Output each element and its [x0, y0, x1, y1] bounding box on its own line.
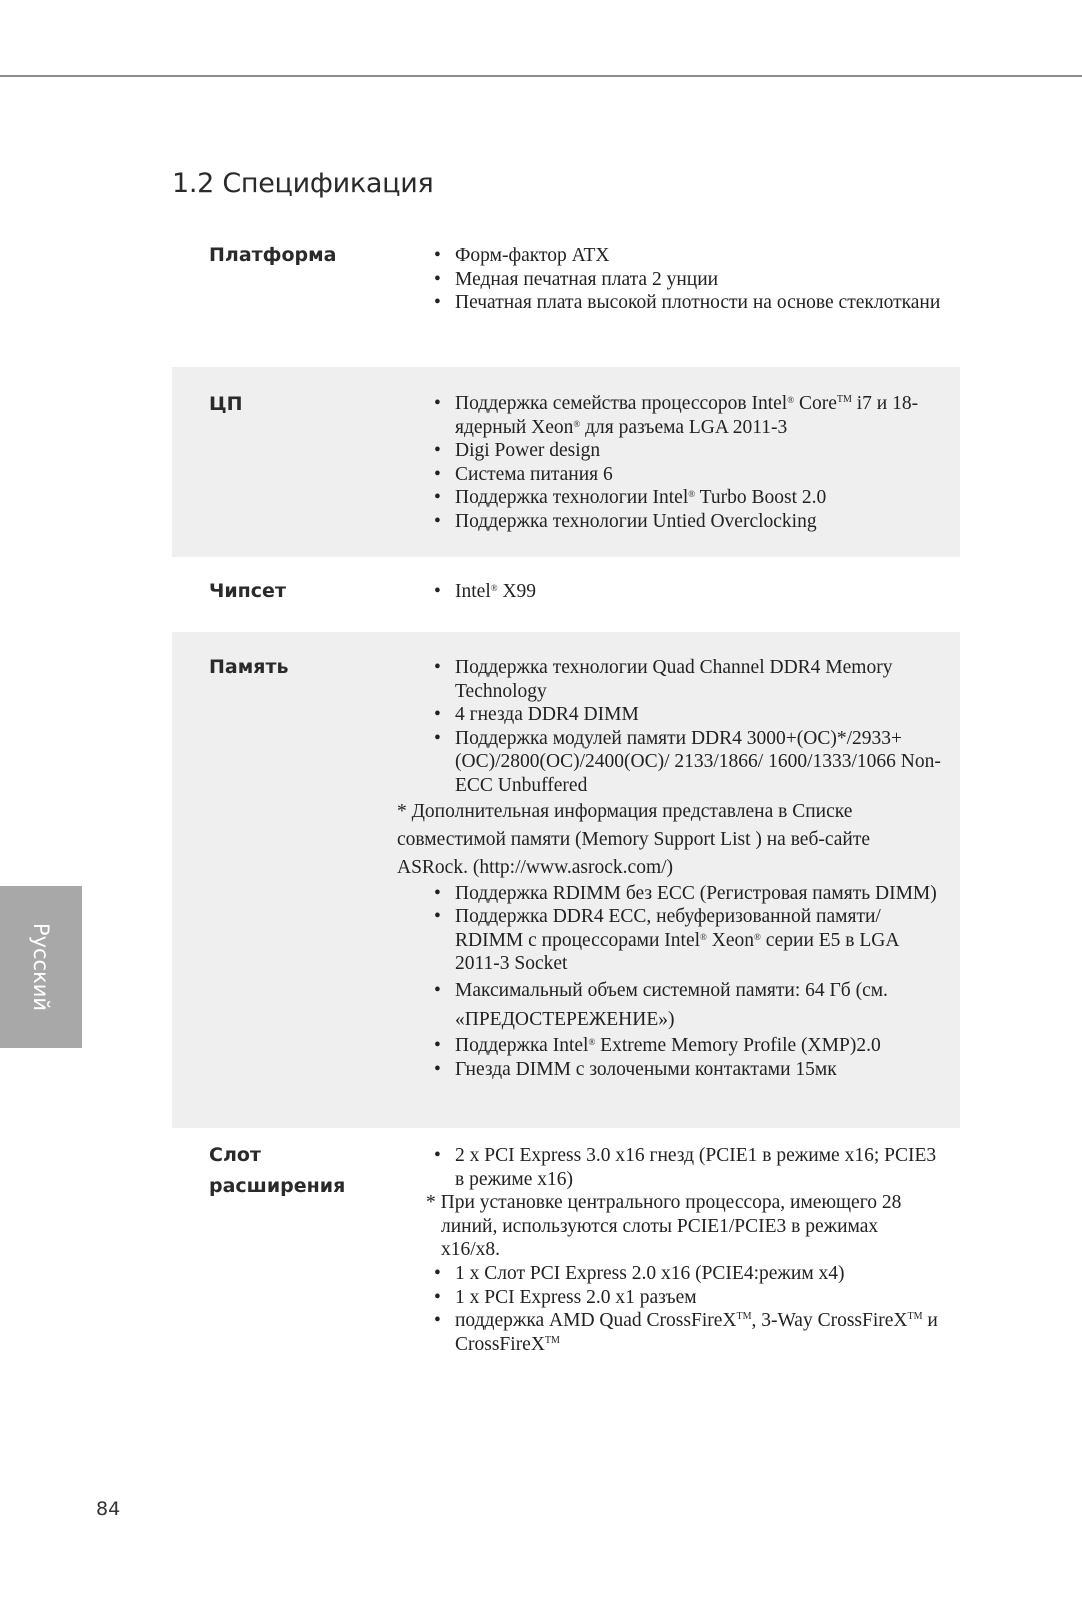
- list-item: • Поддержка технологии Untied Overclocking: [426, 510, 946, 534]
- list-item: • Поддержка семейства процессоров Intel® Core™ i7 и 18-ядерный Xeon® для разъема LGA 2011-3: [426, 392, 946, 439]
- language-tab: [0, 886, 82, 1048]
- list-item: • Digi Power design: [426, 439, 946, 463]
- list-item: • Форм-фактор ATX: [426, 244, 946, 268]
- spec-label-memory: Память: [209, 656, 289, 678]
- spec-list-memory: [397, 656, 946, 1081]
- list-item: • Печатная плата высокой плотности на основе стеклоткани: [426, 291, 946, 315]
- list-item: • Поддержка технологии Quad Channel DDR4 Memory Technology: [426, 656, 946, 703]
- spec-list-chipset: [426, 580, 946, 604]
- list-item: • Система питания 6: [426, 463, 946, 487]
- page-number: 84: [96, 1498, 121, 1520]
- spec-row-cpu: [172, 367, 960, 557]
- memory-note: * Дополнительная информация представлена в Списке совместимой памяти (Memory Support List ) на веб-сайте ASRock. (http://www.asrock.com/): [397, 800, 871, 878]
- expansion-note: * При установке центрального процессора, имеющего 28 линий, используются слоты PCIE1/PCIE3 в режимах x16/x8.: [426, 1192, 902, 1261]
- spec-label-platform: Платформа: [209, 244, 337, 266]
- spec-row-memory: [172, 632, 960, 1128]
- spec-row-expansion: [172, 1140, 960, 1380]
- spec-label-expansion: Слот расширения: [209, 1144, 346, 1197]
- spec-list-expansion: [426, 1144, 946, 1356]
- spec-label-chipset: Чипсет: [209, 580, 286, 602]
- spec-list-platform: [426, 244, 946, 315]
- list-item: • Медная печатная плата 2 унции: [426, 268, 946, 292]
- list-item: • Поддержка технологии Intel® Turbo Boost 2.0: [426, 486, 946, 510]
- list-item: • Intel® X99: [426, 580, 946, 604]
- spec-list-cpu: [426, 392, 946, 534]
- list-item: • 1 x Слот PCI Express 2.0 x16 (PCIE4:режим x4): [426, 1262, 946, 1286]
- list-item: • 4 гнезда DDR4 DIMM: [426, 703, 946, 727]
- list-item: • Поддержка RDIMM без ECC (Регистровая память DIMM): [426, 882, 946, 906]
- list-item: • поддержка AMD Quad CrossFireX™, 3-Way CrossFireX™ и CrossFireX™: [426, 1309, 946, 1356]
- page-title: 1.2 Спецификация: [172, 168, 434, 199]
- list-item: • Поддержка DDR4 ECC, небуферизованной памяти/ RDIMM с процессорами Intel® Xeon® серии E5 в LGA 2011-3 Socket: [426, 905, 946, 976]
- list-item: • Максимальный объем системной памяти: 64 Гб (см. «ПРЕДОСТЕРЕЖЕНИЕ»): [426, 976, 946, 1034]
- list-item: • Поддержка модулей памяти DDR4 3000+(OC)*/2933+(OC)/2800(OC)/2400(OC)/ 2133/1866/ 1600/1333/1066 Non-ECC Unbuffered: [426, 727, 946, 798]
- header-rule: [0, 75, 1082, 77]
- spec-label-cpu: ЦП: [209, 393, 243, 415]
- list-item: • Гнезда DIMM с золочеными контактами 15мк: [426, 1058, 946, 1082]
- spec-row-platform: [172, 240, 960, 358]
- spec-row-chipset: [172, 568, 960, 628]
- list-item: • Поддержка Intel® Extreme Memory Profile (XMP)2.0: [426, 1034, 946, 1058]
- list-item: • 1 x PCI Express 2.0 x1 разъем: [426, 1286, 946, 1310]
- list-item: • 2 x PCI Express 3.0 x16 гнезд (PCIE1 в режиме x16; PCIE3 в режиме x16): [426, 1144, 946, 1191]
- language-tab-label: Русский: [29, 922, 53, 1012]
